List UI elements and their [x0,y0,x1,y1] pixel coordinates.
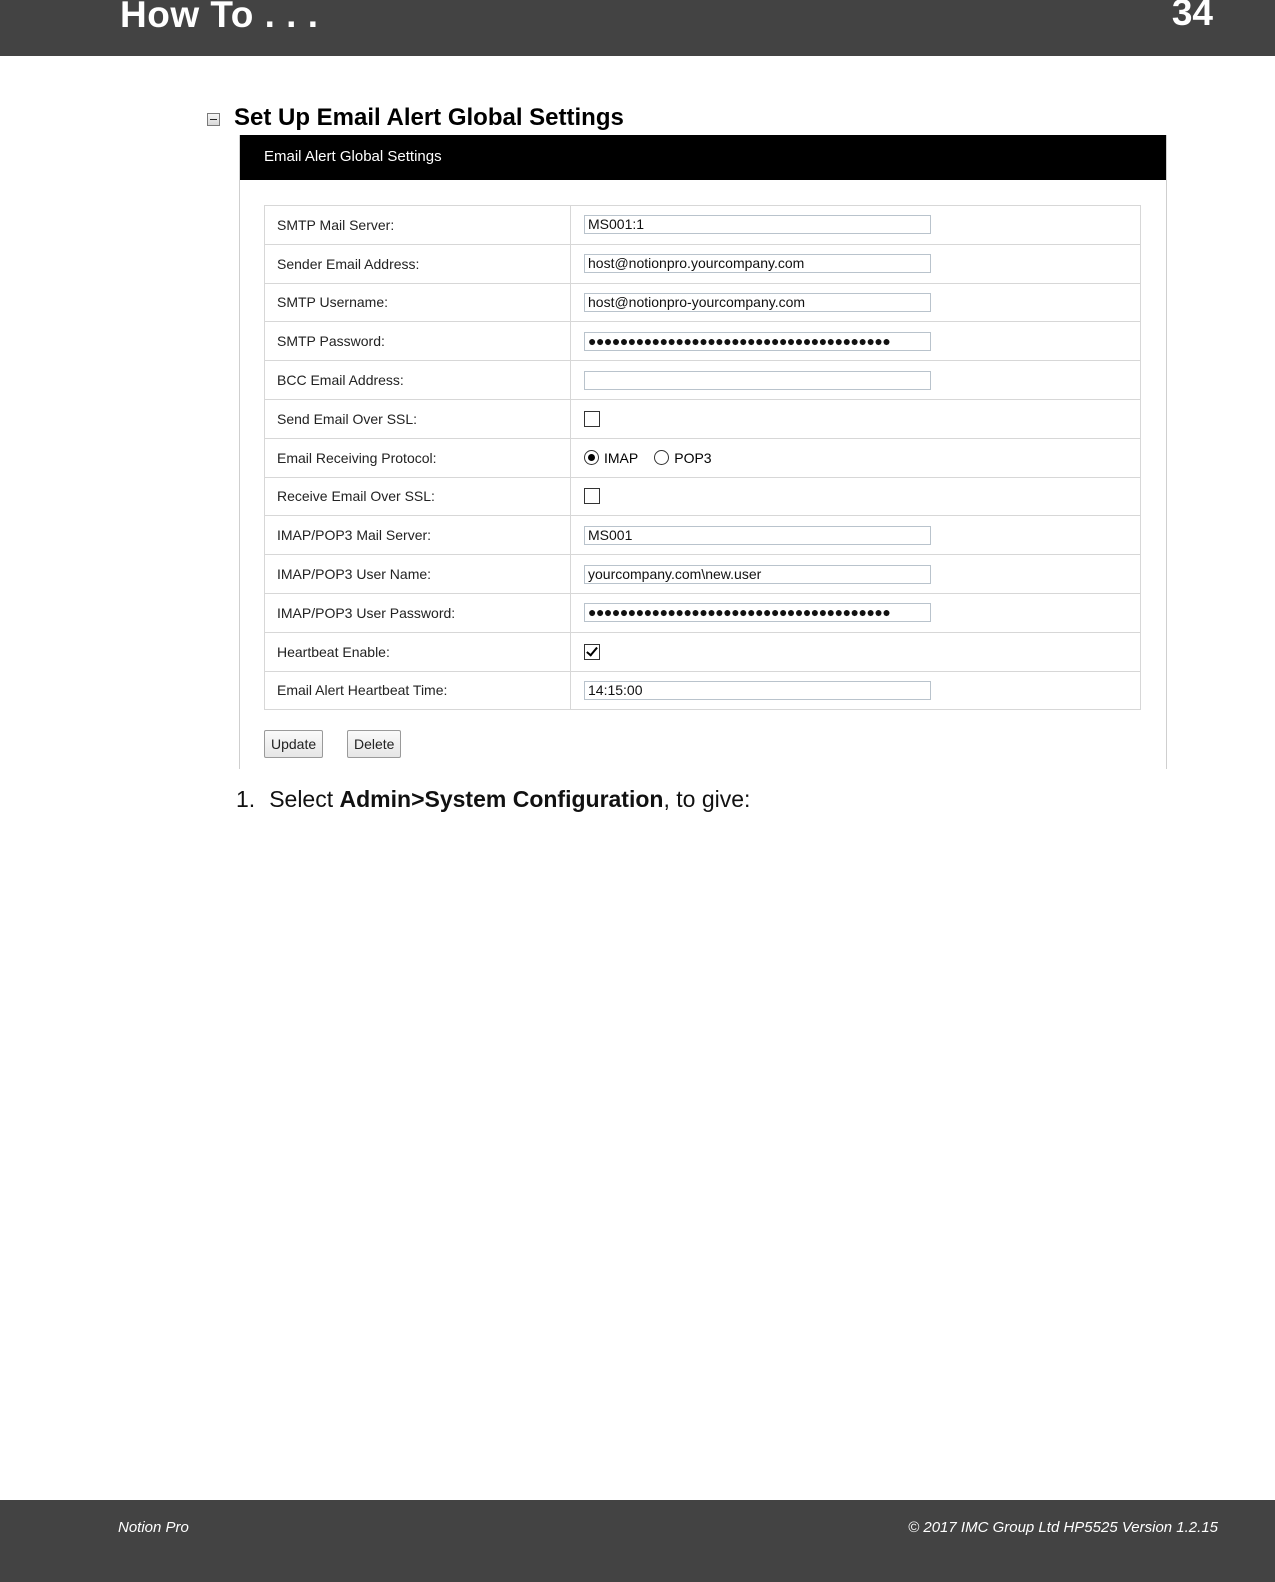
heartbeat-enable-checkbox[interactable] [584,644,600,660]
update-button[interactable]: Update [264,730,323,758]
step-number: 1. [236,786,256,812]
field-label: Receive Email Over SSL: [265,477,571,516]
page-header-title: How To . . . [120,0,319,35]
collapse-icon[interactable] [207,113,220,126]
field-label: SMTP Mail Server: [265,206,571,245]
smtp-username-input[interactable]: host@notionpro-yourcompany.com [584,293,931,312]
step-menu-path: Admin>System Configuration [339,786,664,812]
table-row [265,671,1141,710]
receive-ssl-checkbox[interactable] [584,488,600,504]
field-label: IMAP/POP3 Mail Server: [265,516,571,555]
field-label: Send Email Over SSL: [265,399,571,438]
field-label: SMTP Password: [265,322,571,361]
table-row [265,477,1141,516]
table-row [265,322,1141,361]
imap-server-input[interactable]: MS001 [584,526,931,545]
footer-product: Notion Pro [118,1519,189,1536]
field-label: IMAP/POP3 User Password: [265,593,571,632]
page-header-bar [0,0,1275,56]
protocol-radio-group [584,450,1140,466]
imap-password-input[interactable]: ●●●●●●●●●●●●●●●●●●●●●●●●●●●●●●●●●●●●●● [584,603,931,622]
section-heading [207,102,624,134]
email-alert-settings-panel [239,135,1167,769]
imap-user-input[interactable]: yourcompany.com\new.user [584,565,931,584]
table-row [265,283,1141,322]
pop3-radio-label: POP3 [674,449,712,466]
field-label: Email Receiving Protocol: [265,438,571,477]
imap-radio-label: IMAP [604,449,639,466]
table-row [265,555,1141,594]
field-label: BCC Email Address: [265,361,571,400]
settings-table [264,205,1141,710]
bcc-email-input[interactable] [584,371,931,390]
table-row [265,593,1141,632]
table-row [265,206,1141,245]
footer-copyright: © 2017 IMC Group Ltd HP5525 Version 1.2.15 [908,1519,1218,1536]
table-row [265,361,1141,400]
table-row [265,244,1141,283]
field-label: IMAP/POP3 User Name: [265,555,571,594]
section-title: Set Up Email Alert Global Settings [234,104,624,131]
field-label: Sender Email Address: [265,244,571,283]
smtp-mail-server-input[interactable]: MS001:1 [584,215,931,234]
imap-radio[interactable] [584,450,599,465]
pop3-radio[interactable] [654,450,669,465]
sender-email-input[interactable]: host@notionpro.yourcompany.com [584,254,931,273]
page-number: 34 [1171,0,1213,33]
panel-title: Email Alert Global Settings [240,135,1166,180]
send-ssl-checkbox[interactable] [584,411,600,427]
heartbeat-time-input[interactable]: 14:15:00 [584,681,931,700]
table-row [265,438,1141,477]
smtp-password-input[interactable]: ●●●●●●●●●●●●●●●●●●●●●●●●●●●●●●●●●●●●●● [584,332,931,351]
table-row [265,516,1141,555]
page-footer [0,1500,1275,1582]
instruction-step [236,786,750,813]
field-label: SMTP Username: [265,283,571,322]
step-suffix: , to give: [663,786,751,812]
table-row [265,399,1141,438]
step-prefix: Select [269,786,334,812]
table-row [265,632,1141,671]
field-label: Heartbeat Enable: [265,632,571,671]
delete-button[interactable]: Delete [347,730,401,758]
field-label: Email Alert Heartbeat Time: [265,671,571,710]
